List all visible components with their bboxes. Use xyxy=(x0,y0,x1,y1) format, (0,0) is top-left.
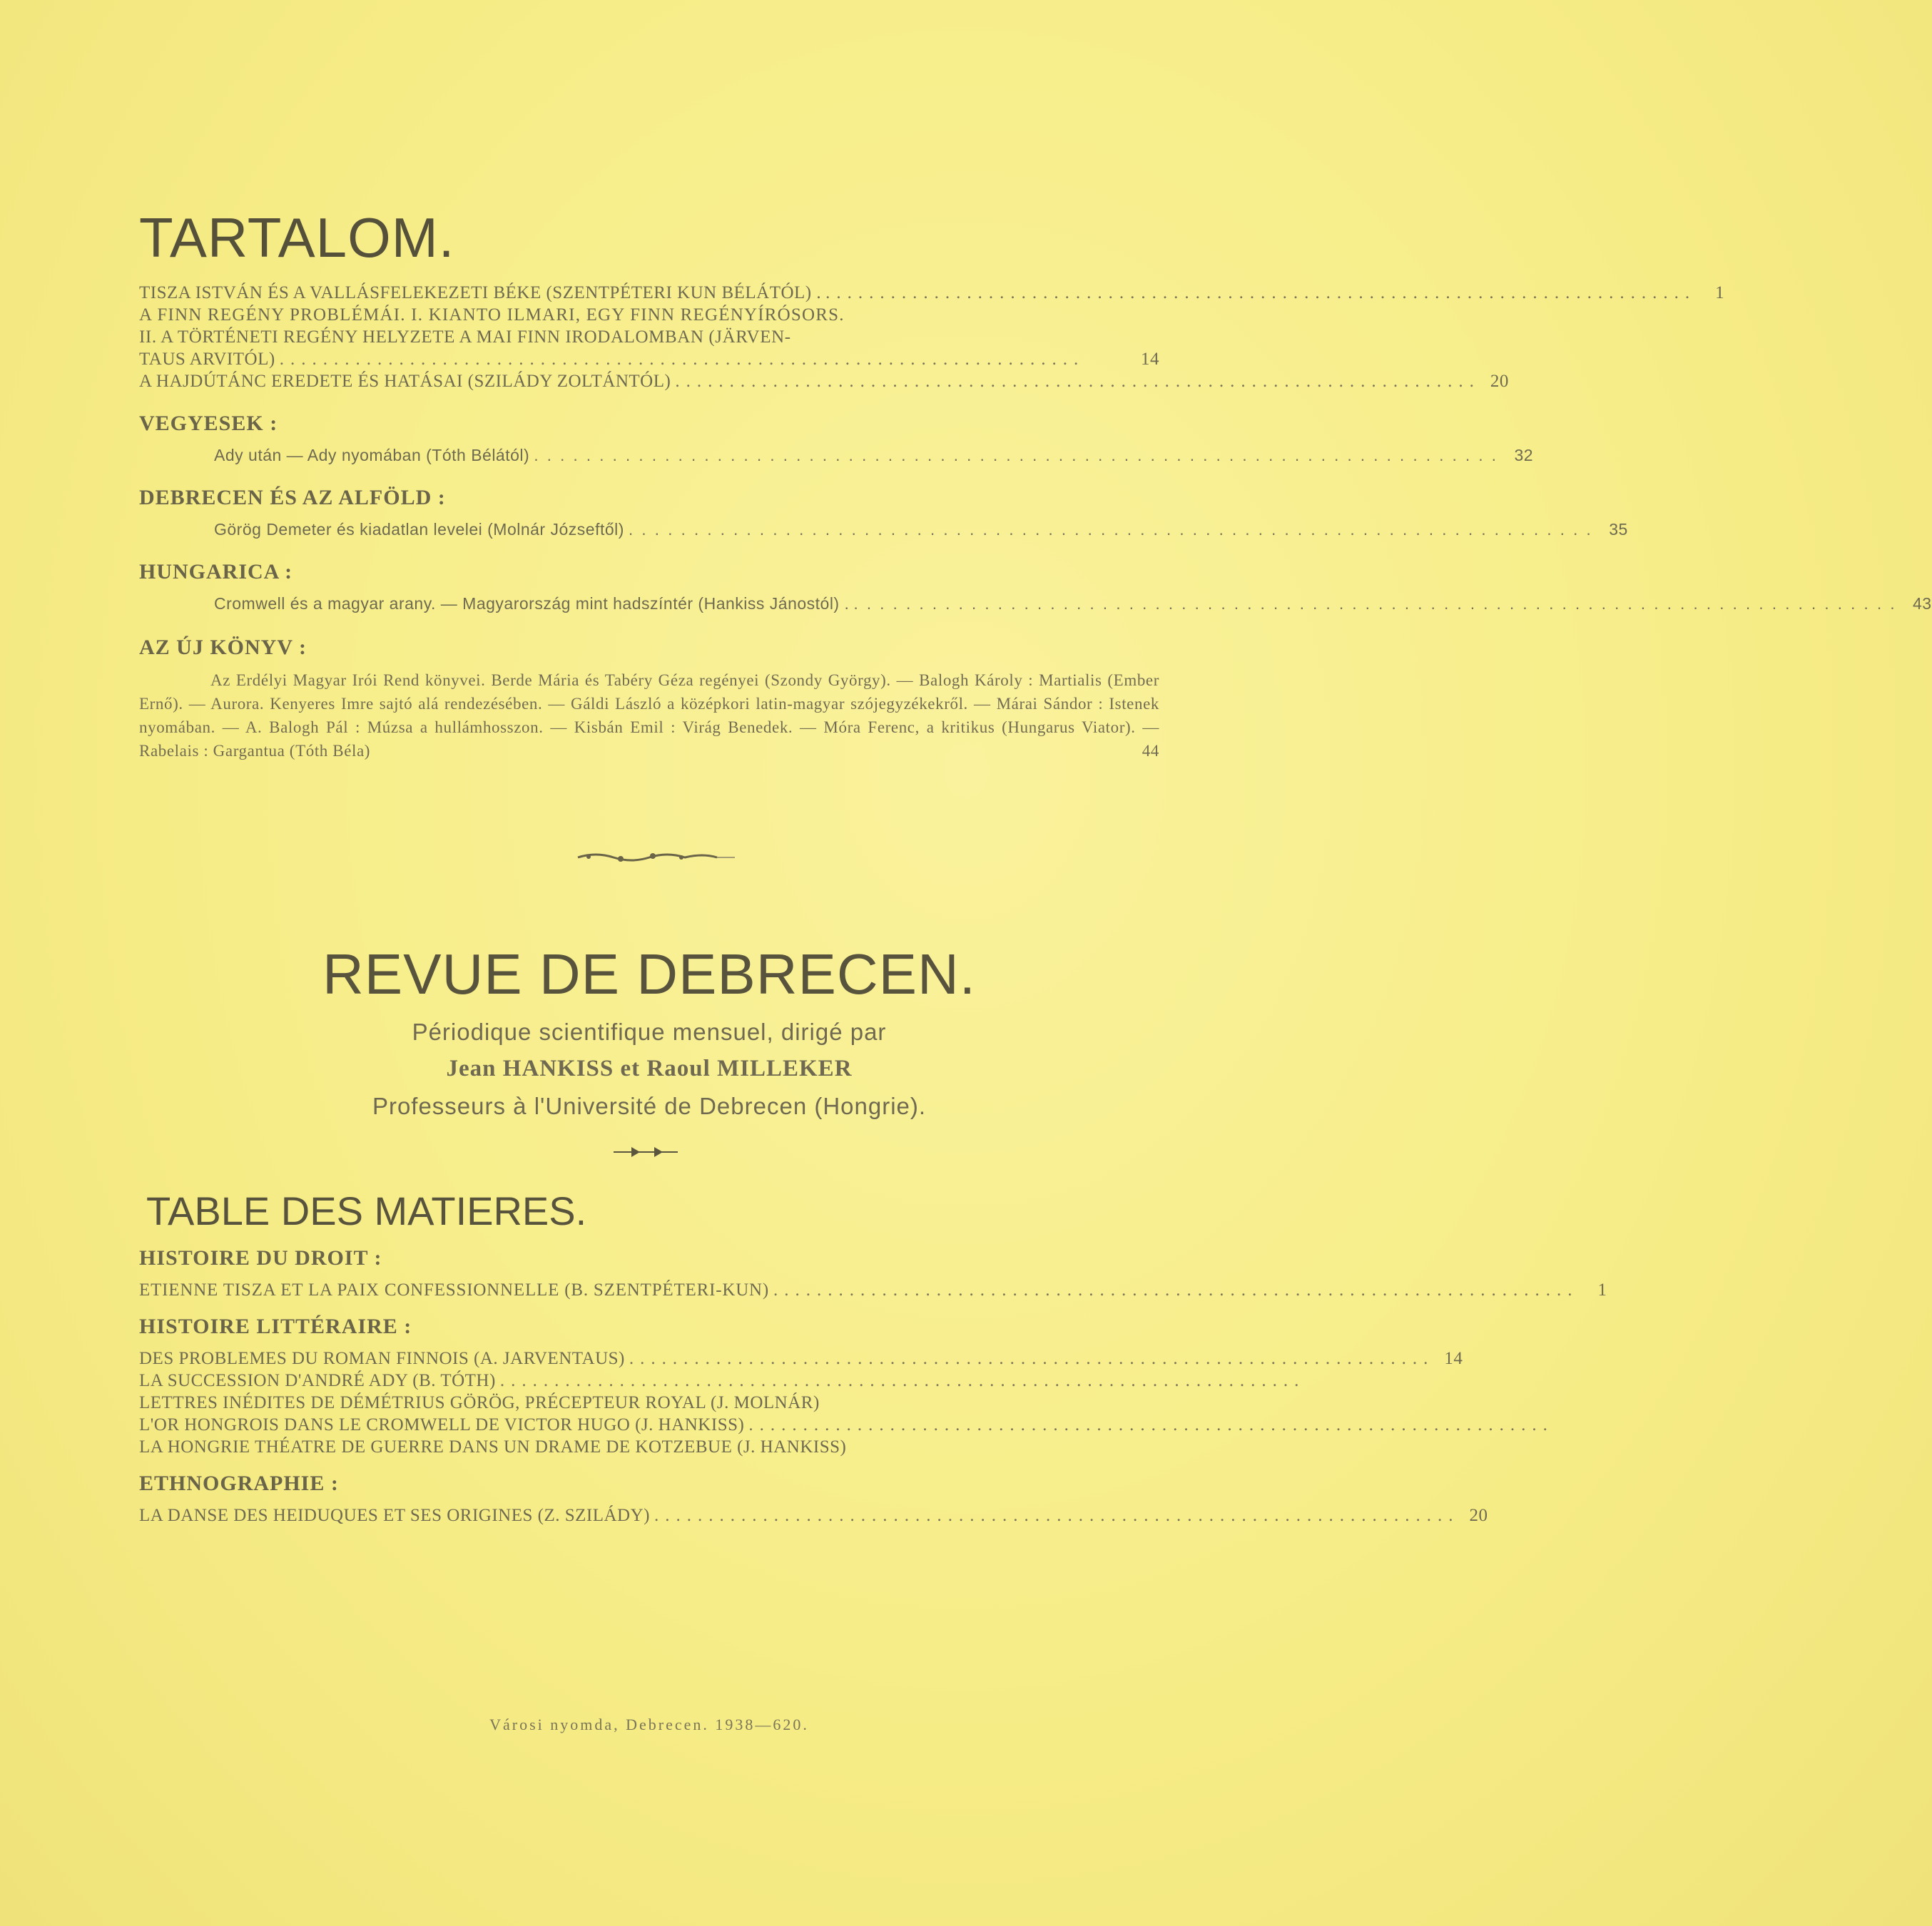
section-heading: HUNGARICA : xyxy=(139,560,293,584)
section-heading: DEBRECEN ÉS AZ ALFÖLD : xyxy=(139,486,446,509)
revue-editors: Jean HANKISS et Raoul MILLEKER xyxy=(446,1056,853,1081)
section-heading: HISTOIRE DU DROIT : xyxy=(139,1246,382,1270)
toc-entry: TAUS ARVITÓL) .......................................................................... 14 xyxy=(139,350,1159,369)
toc-entry: A FINN REGÉNY PROBLÉMÁI. I. KIANTO ILMARI, EGY FINN REGÉNYÍRÓSORS. xyxy=(139,305,845,325)
revue-affiliation: Professeurs à l'Université de Debrecen (Hongrie). xyxy=(372,1093,927,1119)
page-number: 44 xyxy=(1142,742,1159,760)
toc-entry: Ady után — Ady nyomában (Tóth Bélától) .......................................................................... 32 xyxy=(214,446,1534,464)
toc-entry: A HAJDÚTÁNC EREDETE ÉS HATÁSAI (SZILÁDY ZOLTÁNTÓL) .......................................................................... 20 xyxy=(139,372,1509,391)
toc-entry: LA HONGRIE THÉATRE DE GUERRE DANS UN DRAME DE KOTZEBUE (J. HANKISS) xyxy=(139,1437,847,1457)
toc-entry: LETTRES INÉDITES DE DÉMÉTRIUS GÖRÖG, PRÉCEPTEUR ROYAL (J. MOLNÁR) xyxy=(139,1393,820,1412)
section-heading: VEGYESEK : xyxy=(139,412,278,435)
section-heading: AZ ÚJ KÖNYV : xyxy=(139,636,307,659)
toc-entry: DES PROBLEMES DU ROMAN FINNOIS (A. JARVENTAUS) .......................................................................... 14 xyxy=(139,1349,1463,1368)
tartalom-entries xyxy=(139,282,1932,763)
toc-entry: LA SUCCESSION D'ANDRÉ ADY (B. TÓTH) .......................................................................... xyxy=(139,1371,1306,1390)
printer-imprint: Városi nyomda, Debrecen. 1938—620. xyxy=(489,1716,809,1733)
section-heading: ETHNOGRAPHIE : xyxy=(139,1472,339,1495)
toc-entry: L'OR HONGROIS DANS LE CROMWELL DE VICTOR HUGO (J. HANKISS) .......................................................................... xyxy=(139,1415,1554,1435)
toc-entry: LA DANSE DES HEIDUQUES ET SES ORIGINES (Z. SZILÁDY) .......................................................................... 20 xyxy=(139,1506,1488,1525)
table-entries xyxy=(139,1246,1607,1527)
section-heading: HISTOIRE LITTÉRAIRE : xyxy=(139,1315,412,1338)
toc-entry: II. A TÖRTÉNETI REGÉNY HELYZETE A MAI FINN IRODALOMBAN (JÄRVEN- xyxy=(139,327,791,347)
toc-entry: Cromwell és a magyar arany. — Magyarország mint hadszíntér (Hankiss Jánostól) . ................................................................................ 43 xyxy=(214,594,1932,613)
revue-subtitle: Périodique scientifique mensuel, dirigé par xyxy=(412,1019,887,1045)
toc-entry: TISZA ISTVÁN ÉS A VALLÁSFELEKEZETI BÉKE (SZENTPÉTERI KUN BÉLÁTÓL) . ................................................................................ 1 xyxy=(139,283,1725,302)
table-title: TABLE DES MATIERES. xyxy=(146,1188,587,1233)
revue-title: REVUE DE DEBRECEN. xyxy=(322,942,976,1006)
arrow-ornament-icon xyxy=(610,1145,681,1159)
tartalom-title: TARTALOM. xyxy=(139,206,455,269)
toc-entry: ETIENNE TISZA ET LA PAIX CONFESSIONNELLE (B. SZENTPÉTERI-KUN) .......................................................................... 1 xyxy=(139,1280,1607,1300)
toc-entry: Görög Demeter és kiadatlan levelei (Molnár Józseftől) .......................................................................... 35 xyxy=(214,520,1628,539)
ornament-divider-icon xyxy=(574,849,738,866)
book-review-paragraph: Az Erdélyi Magyar Irói Rend könyvei. Berde Mária és Tabéry Géza regényei (Szondy György). — Balogh Károly : Martialis (Ember Ernő). — Aurora. Kenyeres Imre sajtó alá rendezésében. — Gáldi László a középkori latin-magyar szójegyzékekről. — Márai Sándor : Istenek nyomában. — A. Balogh Pál : Múzsa a hullámhosszon. — Kisbán Emil : Virág Benedek. — Móra Ferenc, a kritikus (Hungarus Viator). — Rabelais : Gargantua (Tóth Béla) 44 xyxy=(139,668,1159,763)
